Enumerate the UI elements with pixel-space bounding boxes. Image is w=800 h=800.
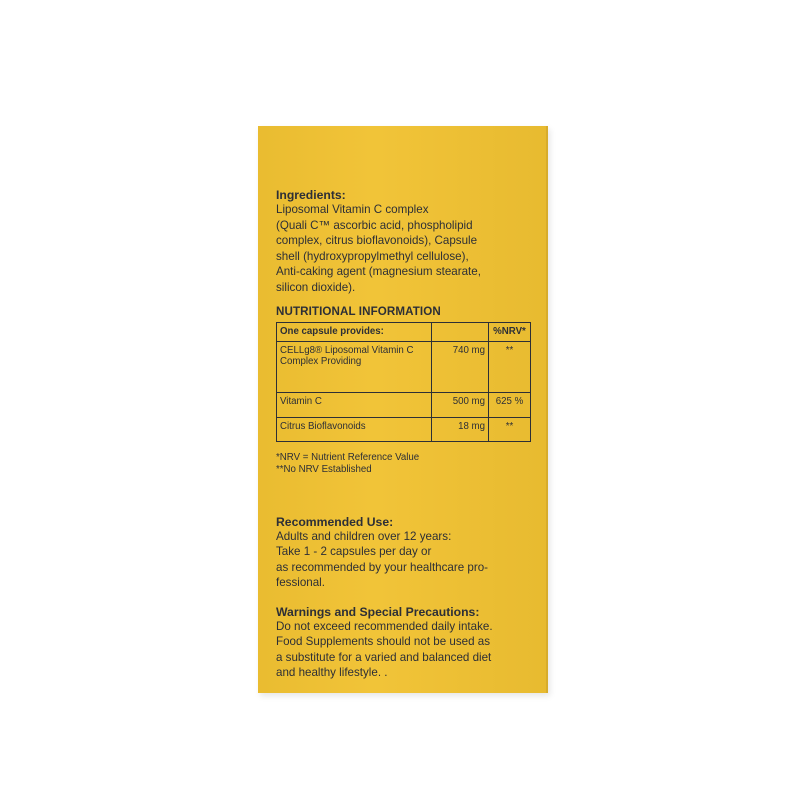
warnings-section xyxy=(276,605,536,681)
ingredients-line: shell (hydroxypropylmethyl cellulose), xyxy=(276,249,469,263)
nutrition-table-header xyxy=(277,323,531,342)
nutrient-amount: 740 mg xyxy=(432,341,489,392)
warnings-heading: Warnings and Special Precautions: xyxy=(276,604,480,619)
ingredients-heading: Ingredients: xyxy=(276,188,346,202)
nutrient-name: CELLg8® Liposomal Vitamin C Complex Providing xyxy=(277,341,432,392)
ingredients-line: silicon dioxide). xyxy=(276,280,356,294)
table-row xyxy=(277,417,531,441)
nutritional-information-title: NUTRITIONAL INFORMATION xyxy=(276,305,441,318)
nutrient-amount: 500 mg xyxy=(432,392,489,417)
ingredients-line: (Quali C™ ascorbic acid, phospholipid xyxy=(276,218,473,232)
table-row xyxy=(277,392,531,417)
no-nrv-footnote: **No NRV Established xyxy=(276,464,372,475)
ingredients-line: Liposomal Vitamin C complex xyxy=(276,203,429,216)
product-box-side-panel xyxy=(258,126,548,693)
warnings-line: Do not exceed recommended daily intake. xyxy=(276,619,493,633)
nutrient-name: Citrus Bioflavonoids xyxy=(277,417,432,441)
label-content xyxy=(276,188,536,681)
warnings-line: a substitute for a varied and balanced diet xyxy=(276,650,492,664)
header-nrv: %NRV* xyxy=(489,323,531,342)
nutrient-name: Vitamin C xyxy=(277,392,432,417)
nrv-footnote: *NRV = Nutrient Reference Value xyxy=(276,451,420,463)
table-row xyxy=(277,341,531,392)
ingredients-line: Anti-caking agent (magnesium stearate, xyxy=(276,265,481,278)
nrv-notes xyxy=(276,452,536,477)
warnings-line: Food Supplements should not be used as xyxy=(276,635,490,648)
recommended-use-heading: Recommended Use: xyxy=(276,514,394,529)
box-edge-shading xyxy=(546,126,548,693)
ingredients-section xyxy=(276,188,536,295)
nutrient-amount: 18 mg xyxy=(432,417,489,441)
recommended-use-line: Take 1 - 2 capsules per day or xyxy=(276,545,432,558)
recommended-use-line: fessional. xyxy=(276,576,325,589)
recommended-use-line: Adults and children over 12 years: xyxy=(276,529,452,543)
nutrient-nrv: ** xyxy=(489,341,531,392)
nutrient-nrv: 625 % xyxy=(489,392,531,417)
header-amount xyxy=(432,323,489,342)
nutrition-table xyxy=(276,322,531,442)
header-one-capsule: One capsule provides: xyxy=(277,323,432,342)
recommended-use-line: as recommended by your healthcare pro- xyxy=(276,560,489,574)
ingredients-line: complex, citrus bioflavonoids), Capsule xyxy=(276,234,478,247)
nutrient-nrv: ** xyxy=(489,417,531,441)
warnings-line: and healthy lifestyle. . xyxy=(276,666,388,679)
recommended-use-section xyxy=(276,515,536,591)
